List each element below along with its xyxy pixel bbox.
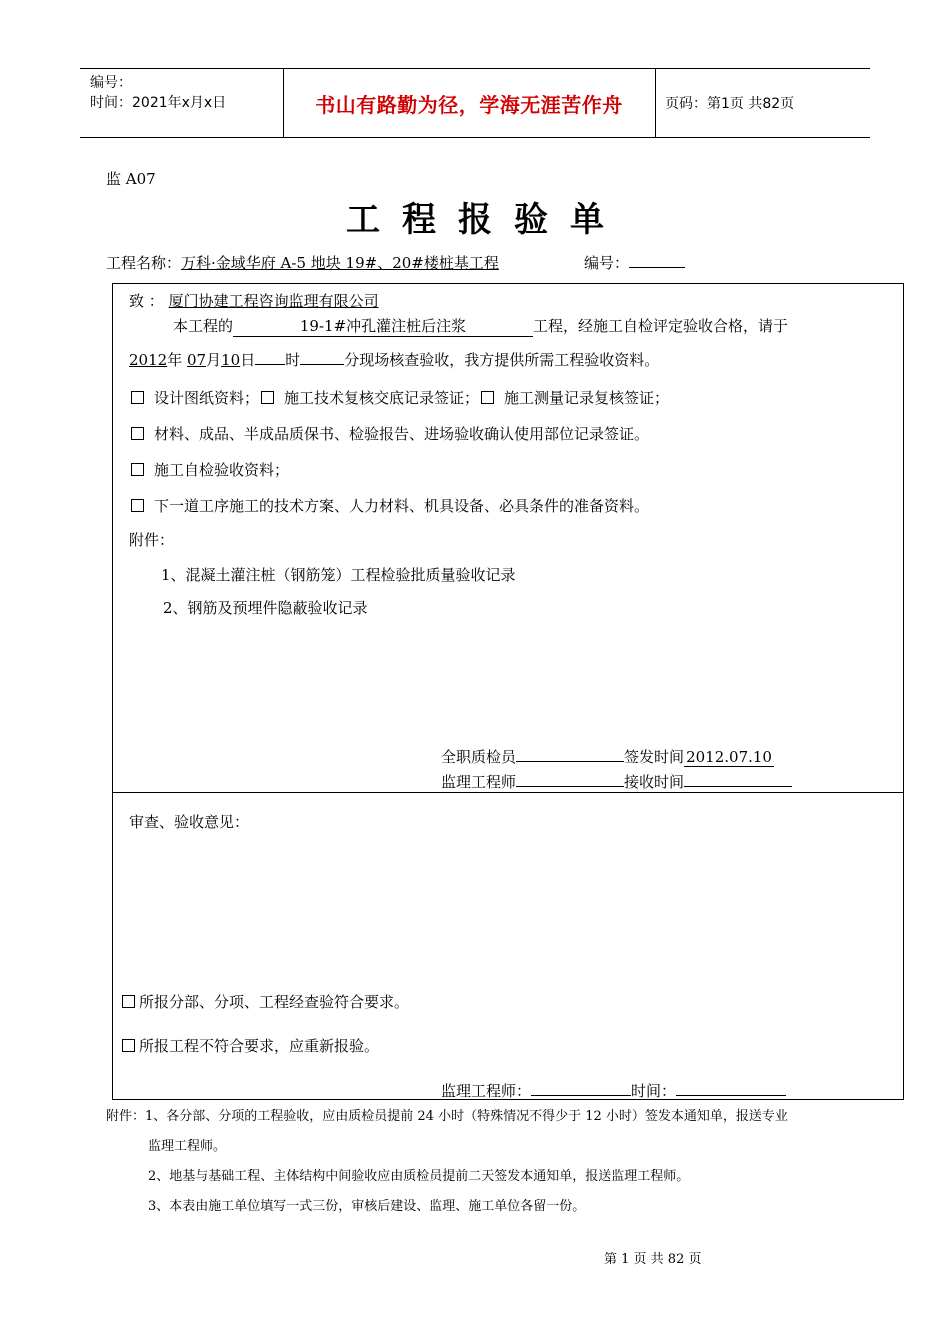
header-number-label: 编号： (90, 75, 132, 91)
form-code: 监 A07 (106, 170, 156, 188)
issue-time-label: 签发时间 (624, 748, 685, 766)
body-item: 19-1#冲孔灌注桩后注浆 (233, 315, 533, 337)
receive-time-blank[interactable] (684, 771, 792, 787)
note-1: 附件：1、各分部、分项的工程验收，应由质检员提前 24 小时（特殊情况不得少于 12 小时）签发本通知单，报送专业 (106, 1109, 788, 1124)
year-char: 年 (167, 351, 183, 369)
date-line (129, 349, 659, 370)
attach-item-2: 2、钢筋及预埋件隐蔽验收记录 (163, 599, 368, 617)
review-option-1 (122, 991, 409, 1012)
check-materials: 材料、成品、半成品质保书、检验报告、进场验收确认使用部位记录签证。 (154, 425, 650, 443)
project-line (106, 252, 499, 273)
checkbox[interactable] (131, 391, 144, 404)
check-row-1 (131, 387, 669, 408)
note-3: 3、本表由施工单位填写一式三份，审核后建设、监理、施工单位各留一份。 (148, 1199, 586, 1214)
date-year: 2012 (129, 351, 168, 369)
date-suffix: 分现场核查验收，我方提供所需工程验收资料。 (344, 351, 660, 369)
checkbox[interactable] (261, 391, 274, 404)
to-line (129, 290, 379, 311)
header-time-label: 时间：2021年x月x日 (90, 95, 227, 111)
checkbox[interactable] (481, 391, 494, 404)
checkbox[interactable] (122, 1039, 135, 1052)
review-label: 审查、验收意见： (129, 813, 250, 831)
review-section (112, 791, 904, 1100)
option-compliant: 所报分部、分项、工程经查验符合要求。 (139, 993, 410, 1011)
engineer-blank[interactable] (516, 771, 624, 787)
project-label: 工程名称： (106, 254, 182, 272)
month-char: 月 (206, 351, 222, 369)
minute-blank[interactable] (300, 349, 344, 365)
footer-page: 第 1 页 共 82 页 (604, 1252, 702, 1267)
checkbox[interactable] (122, 995, 135, 1008)
page-header (80, 68, 870, 138)
review-option-2 (122, 1035, 379, 1056)
number-label: 编号： (584, 254, 630, 272)
inspector-blank[interactable] (516, 746, 624, 762)
check-row-4 (131, 495, 649, 516)
date-month: 07 (186, 351, 207, 369)
header-motto: 书山有路勤为径，学海无涯苦作舟 (315, 92, 623, 117)
check-next-process: 下一道工序施工的技术方案、人力材料、机具设备、必具条件的准备资料。 (154, 497, 650, 515)
inspector-label: 全职质检员 (441, 748, 517, 766)
engineer-line (441, 771, 792, 792)
sign-line (441, 1080, 786, 1101)
form-title: 工程报验单 (346, 200, 626, 240)
number-line (584, 252, 685, 273)
number-blank[interactable] (629, 252, 685, 268)
to-label: 致 ： (129, 292, 164, 310)
checkbox[interactable] (131, 499, 144, 512)
check-survey: 施工测量记录复核签证； (504, 389, 670, 407)
check-tech-review: 施工技术复核交底记录签证； (284, 389, 480, 407)
sign-blank[interactable] (531, 1080, 631, 1096)
attach-label: 附件： (129, 531, 175, 549)
check-design-drawings: 设计图纸资料； (154, 389, 260, 407)
time-blank[interactable] (676, 1080, 786, 1096)
body-suffix: 工程，经施工自检评定验收合格，请于 (533, 317, 789, 335)
header-meta (90, 73, 226, 113)
to-value: 厦门协建工程咨询监理有限公司 (168, 292, 379, 310)
checkbox[interactable] (131, 427, 144, 440)
option-noncompliant: 所报工程不符合要求，应重新报验。 (139, 1037, 380, 1055)
checkbox[interactable] (131, 463, 144, 476)
inspector-line (441, 746, 774, 767)
date-day: 10 (221, 351, 241, 369)
issue-time-value: 2012.07.10 (684, 748, 774, 767)
check-row-2 (131, 423, 649, 444)
engineer-label: 监理工程师 (441, 773, 517, 791)
hour-blank[interactable] (255, 349, 285, 365)
project-name: 万科·金域华府 A-5 地块 19#、20#楼桩基工程 (181, 254, 499, 272)
attach-item-1: 1、混凝土灌注桩（钢筋笼）工程检验批质量验收记录 (161, 566, 516, 584)
day-char: 日 (240, 351, 256, 369)
body-line (173, 315, 788, 337)
header-page-info: 页码：第1页 共82页 (665, 96, 795, 112)
hour-char: 时 (285, 351, 301, 369)
receive-time-label: 接收时间 (624, 773, 685, 791)
time-label: 时间： (631, 1082, 677, 1100)
check-self-inspection: 施工自检验收资料； (154, 461, 290, 479)
note-1b: 监理工程师。 (148, 1139, 227, 1154)
request-section (112, 283, 904, 793)
check-row-3 (131, 459, 289, 480)
header-divider (655, 69, 656, 137)
sign-label: 监理工程师： (441, 1082, 532, 1100)
body-prefix: 本工程的 (173, 317, 234, 335)
note-2: 2、地基与基础工程、主体结构中间验收应由质检员提前二天签发本通知单，报送监理工程师。 (148, 1169, 690, 1184)
